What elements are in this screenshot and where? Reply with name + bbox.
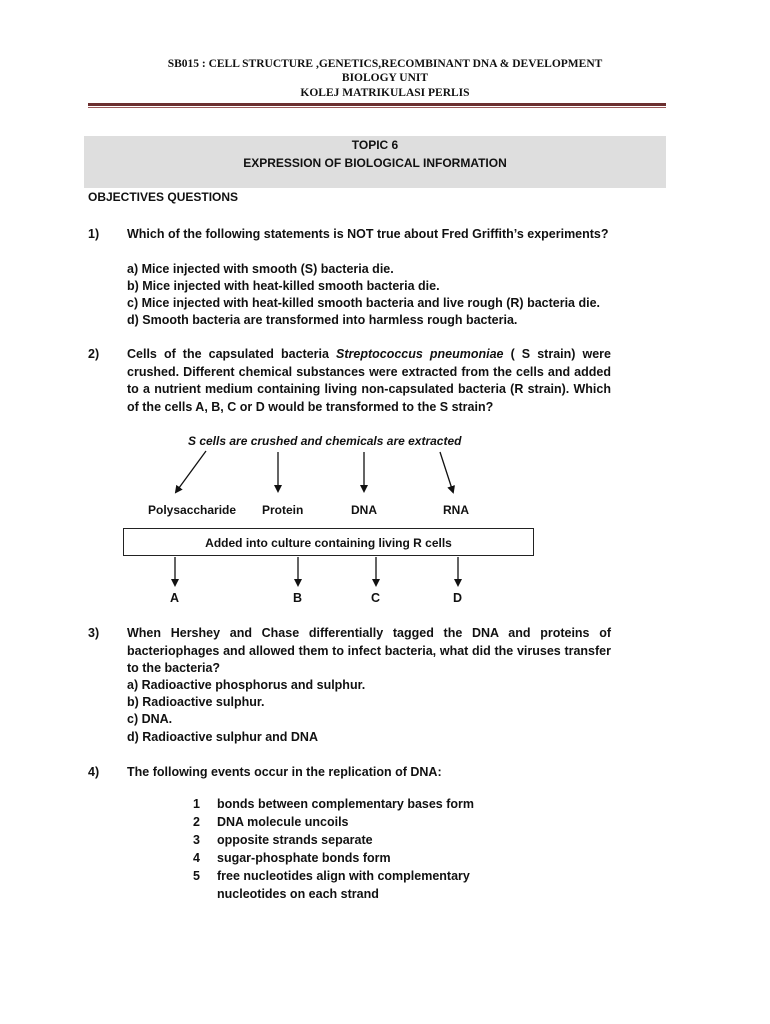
outcome-d: D	[453, 591, 463, 605]
q1-option-a: a) Mice injected with smooth (S) bacteria die.	[127, 262, 394, 276]
event-number-4: 4	[193, 851, 200, 865]
question-text-3: When Hershey and Chase differentially tagged the DNA and proteins of bacteriophages and allowed them to infect bacteria, what did the viruses transfer to the bacteria?	[127, 626, 611, 676]
q1-option-c: c) Mice injected with heat-killed smooth bacteria and live rough (R) bacteria die.	[127, 296, 601, 310]
q3-option-a: a) Radioactive phosphorus and sulphur.	[127, 678, 366, 692]
arrow-to-rna	[440, 452, 453, 492]
diagram-caption: S cells are crushed and chemicals are extracted	[188, 434, 462, 448]
event-number-3: 3	[193, 833, 200, 847]
event-number-2: 2	[193, 815, 200, 829]
outcome-c: C	[371, 591, 381, 605]
topic-number: TOPIC 6	[351, 138, 399, 152]
topic-title: EXPRESSION OF BIOLOGICAL INFORMATION	[243, 156, 507, 170]
section-title: OBJECTIVES QUESTIONS	[88, 190, 239, 204]
q2-species: Streptococcus pneumoniae	[336, 347, 504, 361]
event-number-5: 5	[193, 869, 200, 883]
q3-option-d: d) Radioactive sulphur and DNA	[127, 730, 318, 744]
q3-option-c: c) DNA.	[127, 712, 173, 726]
event-text-2: DNA molecule uncoils	[217, 815, 349, 829]
q2-text-after: ( S strain) were crushed. Different chemical substances were extracted from the cells and added to a nutrient medium containing living non-capsulated bacteria (R strain). Which of the cells A, B, C or D would be transformed to the S strain?	[127, 347, 611, 414]
header-line-2: BIOLOGY UNIT	[341, 72, 429, 84]
question-number-4: 4)	[88, 765, 100, 779]
header-line-1: SB015 : CELL STRUCTURE ,GENETICS,RECOMBINANT DNA & DEVELOPMENT	[167, 58, 603, 70]
event-text-1: bonds between complementary bases form	[217, 797, 475, 811]
question-number-2: 2)	[88, 347, 100, 361]
event-text-5-cont: nucleotides on each strand	[217, 887, 379, 901]
substance-polysaccharide: Polysaccharide	[148, 503, 237, 517]
q2-text-before: Cells of the capsulated bacteria	[127, 347, 336, 361]
question-text-4: The following events occur in the replication of DNA:	[127, 765, 442, 779]
event-text-5: free nucleotides align with complementary	[217, 869, 470, 883]
question-text-1: Which of the following statements is NOT true about Fred Griffith’s experiments?	[127, 227, 609, 241]
outcome-b: B	[293, 591, 303, 605]
substance-protein: Protein	[262, 503, 304, 517]
substance-rna: RNA	[443, 503, 469, 517]
question-number-1: 1)	[88, 227, 100, 241]
q3-option-b: b) Radioactive sulphur.	[127, 695, 265, 709]
q1-option-d: d) Smooth bacteria are transformed into harmless rough bacteria.	[127, 313, 518, 327]
question-number-3: 3)	[88, 626, 100, 640]
event-text-4: sugar-phosphate bonds form	[217, 851, 391, 865]
event-text-3: opposite strands separate	[217, 833, 373, 847]
event-number-1: 1	[193, 797, 200, 811]
substance-dna: DNA	[351, 503, 377, 517]
outcome-a: A	[170, 591, 180, 605]
q1-option-b: b) Mice injected with heat-killed smooth bacteria die.	[127, 279, 440, 293]
arrow-to-polysaccharide	[176, 451, 206, 492]
culture-box-text: Added into culture containing living R cells	[205, 536, 452, 550]
header-line-3: KOLEJ MATRIKULASI PERLIS	[300, 87, 470, 99]
